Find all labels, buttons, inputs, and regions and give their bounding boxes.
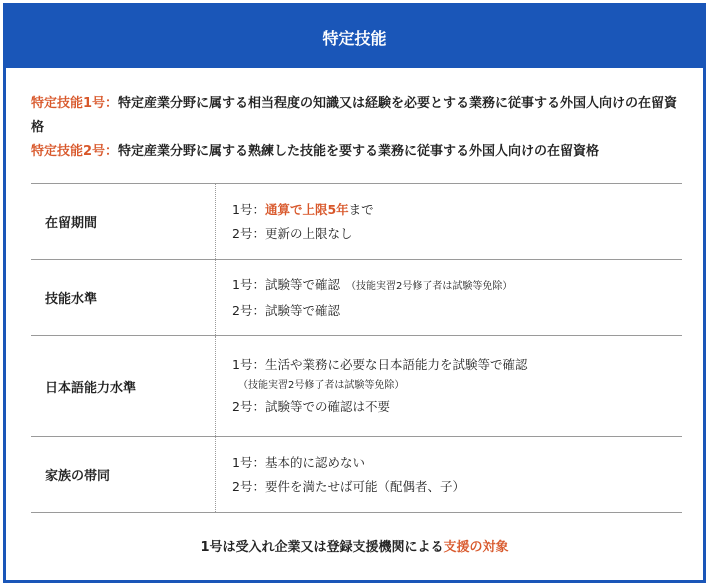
row-key: 在留期間 [31,184,216,260]
definition-type1-label: 特定技能1号： [31,96,119,111]
comparison-table [31,183,682,513]
definition-type1-text: 特定産業分野に属する相当程度の知識又は経験を必要とする業務に従事する外国人向けの在留資格 [31,96,678,135]
value-note: （技能実習2号修了者は試験等免除） [238,380,405,391]
table-row-residence-period [31,184,682,260]
row-value [216,336,683,437]
value-highlight: 通算で上限5年 [264,201,349,217]
specified-skills-panel [3,3,706,583]
value-line-type1: 1号：基本的に認めない [232,454,365,470]
value-line-type2: 2号：要件を満たせば可能（配偶者、子） [232,478,465,494]
support-note-text: 1号は受入れ企業又は登録支援機関による [200,540,444,555]
definition-type2-label: 特定技能2号： [31,144,119,159]
value-line-type2: 2号：試験等で確認 [232,302,340,318]
value-line-type1: 1号：生活や業務に必要な日本語能力を試験等で確認 [232,357,528,372]
panel-header [6,6,703,68]
support-note [6,536,703,555]
value-note: （技能実習2号修了者は試験等免除） [345,280,513,292]
definition-type1 [31,92,681,140]
support-note-highlight: 支援の対象 [443,540,509,555]
value-line-type1 [232,198,682,222]
panel-title: 特定技能 [322,28,387,48]
row-key: 日本語能力水準 [31,336,216,437]
definition-type2-text: 特定産業分野に属する熟練した技能を要する業務に従事する外国人向けの在留資格 [118,144,600,159]
row-key: 家族の帯同 [31,437,216,513]
table-row-japanese-level [31,336,682,437]
row-value [216,184,683,260]
row-value [216,437,683,513]
table-row-skill-level [31,260,682,336]
table-row-family [31,437,682,513]
row-value [216,260,683,336]
definition-type2 [31,140,681,164]
row-key: 技能水準 [31,260,216,336]
value-suffix: まで [348,201,374,217]
intro-definitions [31,92,681,164]
value-line-type1 [232,273,682,299]
value-text: 1号：試験等で確認 [232,276,340,292]
value-line-type2: 2号：更新の上限なし [232,225,353,241]
value-line-type2: 2号：試験等での確認は不要 [232,399,390,414]
value-prefix: 1号： [232,201,265,217]
